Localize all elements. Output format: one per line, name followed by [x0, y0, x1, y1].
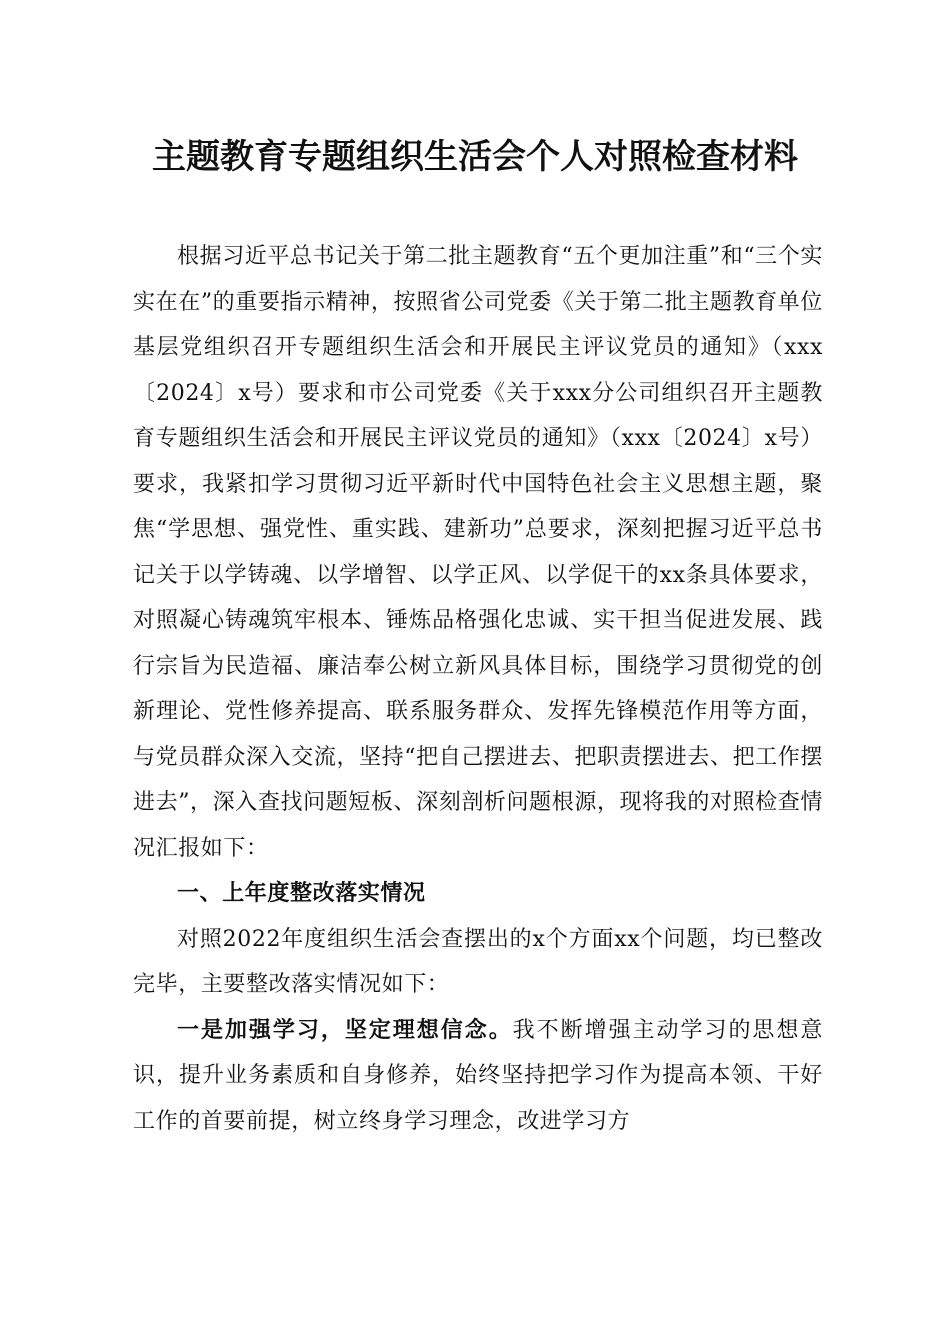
item-1-lead: 一是加强学习，坚定理想信念。 [177, 1016, 513, 1043]
item-1-paragraph [133, 1008, 823, 1145]
item-1-text: 我不断增强主动学习的思想意识，提升业务素质和自身修养，始终坚持把学习作为提高本领、干好工作的首要前提，树立终身学习理念，改进学习方 [133, 1017, 823, 1134]
section-heading-1: 一、上年度整改落实情况 [177, 881, 426, 906]
document-title: 主题教育专题组织生活会个人对照检查材料 [152, 137, 798, 177]
intro-paragraph: 根据习近平总书记关于第二批主题教育“五个更加注重”和“三个实实在在”的重要指示精神，按照省公司党委《关于第二批主题教育单位基层党组织召开专题组织生活会和开展民主评议党员的通知》（xxx〔2024〕x号）要求和市公司党委《关于xxx分公司组织召开主题教育专题组织生活会和开展民主评议党员的通知》（xxx〔2024〕x号）要求，我紧扣学习贯彻习近平新时代中国特色社会主义思想主题，聚焦“学思想、强党性、重实践、建新功”总要求，深刻把握习近平总书记关于以学铸魂、以学增智、以学正风、以学促干的xx条具体要求，对照凝心铸魂筑牢根本、锤炼品格强化忠诚、实干担当促进发展、践行宗旨为民造福、廉洁奉公树立新风具体目标，围绕学习贯彻党的创新理论、党性修养提高、联系服务群众、发挥先锋模范作用等方面，与党员群众深入交流，坚持“把自己摆进去、把职责摆进去、把工作摆进去”，深入查找问题短板、深刻剖析问题根源，现将我的对照检查情况汇报如下： [133, 244, 823, 861]
document-body [133, 234, 823, 1144]
section-1-paragraph: 对照2022年度组织生活会查摆出的x个方面xx个问题，均已整改完毕，主要整改落实情况如下： [133, 926, 823, 997]
